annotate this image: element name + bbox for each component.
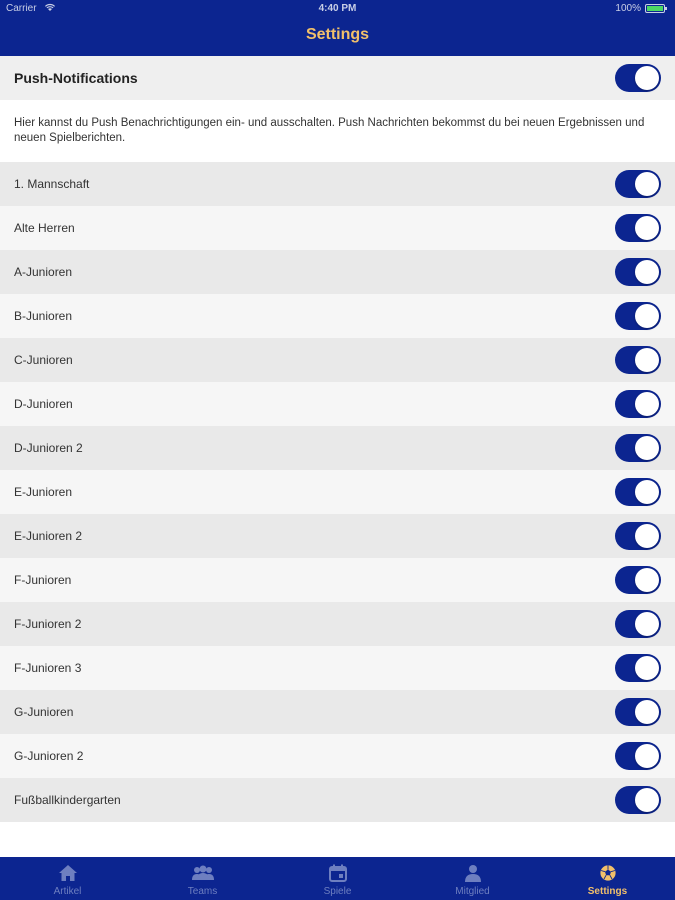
team-row	[0, 250, 675, 294]
team-notification-toggle[interactable]	[615, 522, 661, 550]
calendar-icon	[329, 862, 347, 884]
tab-label: Artikel	[53, 886, 82, 897]
soccer-ball-icon	[599, 862, 617, 884]
team-row	[0, 558, 675, 602]
team-notification-toggle[interactable]	[615, 214, 661, 242]
team-label: G-Junioren 2	[14, 749, 84, 763]
home-icon	[58, 862, 78, 884]
team-label: 1. Mannschaft	[14, 177, 90, 191]
team-notification-toggle[interactable]	[615, 258, 661, 286]
team-row	[0, 294, 675, 338]
team-label: F-Junioren 3	[14, 661, 82, 675]
team-row	[0, 206, 675, 250]
team-label: Fußballkindergarten	[14, 793, 121, 807]
carrier-label: Carrier	[6, 3, 37, 14]
team-notification-toggle[interactable]	[615, 478, 661, 506]
team-label: D-Junioren 2	[14, 441, 83, 455]
tab-spiele[interactable]	[270, 857, 405, 900]
team-label: E-Junioren 2	[14, 529, 83, 543]
team-notification-toggle[interactable]	[615, 698, 661, 726]
push-description: Hier kannst du Push Benachrichtigungen ein- und ausschalten. Push Nachrichten bekommst du bei neuen Ergebnissen und neuen Spielberichten.	[0, 100, 675, 162]
team-row	[0, 382, 675, 426]
battery-percent: 100%	[615, 3, 641, 14]
tab-teams[interactable]	[135, 857, 270, 900]
person-icon	[464, 862, 482, 884]
team-row	[0, 778, 675, 822]
team-notification-toggle[interactable]	[615, 654, 661, 682]
team-label: F-Junioren	[14, 573, 72, 587]
team-notification-toggle[interactable]	[615, 434, 661, 462]
tab-label: Spiele	[323, 886, 352, 897]
team-label: E-Junioren	[14, 485, 73, 499]
team-notification-toggle[interactable]	[615, 170, 661, 198]
team-label: G-Junioren	[14, 705, 74, 719]
status-bar	[0, 0, 675, 18]
team-row	[0, 514, 675, 558]
team-notification-toggle[interactable]	[615, 610, 661, 638]
tab-settings[interactable]	[540, 857, 675, 900]
team-label: Alte Herren	[14, 221, 75, 235]
push-notifications-row	[0, 56, 675, 100]
tab-bar	[0, 857, 675, 900]
team-label: F-Junioren 2	[14, 617, 82, 631]
team-notification-toggle[interactable]	[615, 566, 661, 594]
battery-icon	[645, 4, 665, 13]
team-row	[0, 338, 675, 382]
team-icon	[191, 862, 215, 884]
team-row	[0, 426, 675, 470]
team-notification-toggle[interactable]	[615, 742, 661, 770]
team-label: D-Junioren	[14, 397, 73, 411]
settings-content	[0, 56, 675, 822]
page-title: Settings	[305, 26, 370, 43]
team-notification-toggle[interactable]	[615, 786, 661, 814]
team-notification-toggle[interactable]	[615, 346, 661, 374]
push-notifications-toggle[interactable]	[615, 64, 661, 92]
team-notification-toggle[interactable]	[615, 390, 661, 418]
clock: 4:40 PM	[318, 3, 357, 14]
team-label: C-Junioren	[14, 353, 73, 367]
team-label: B-Junioren	[14, 309, 73, 323]
team-list	[0, 162, 675, 822]
tab-label: Settings	[587, 886, 628, 897]
tab-label: Mitglied	[455, 886, 490, 897]
team-row	[0, 646, 675, 690]
tab-mitglied[interactable]	[405, 857, 540, 900]
team-row	[0, 162, 675, 206]
team-row	[0, 470, 675, 514]
team-notification-toggle[interactable]	[615, 302, 661, 330]
push-notifications-label: Push-Notifications	[14, 70, 138, 86]
team-row	[0, 690, 675, 734]
team-row	[0, 734, 675, 778]
tab-artikel[interactable]	[0, 857, 135, 900]
team-row	[0, 602, 675, 646]
tab-label: Teams	[187, 886, 218, 897]
top-bar	[0, 0, 675, 56]
team-label: A-Junioren	[14, 265, 73, 279]
